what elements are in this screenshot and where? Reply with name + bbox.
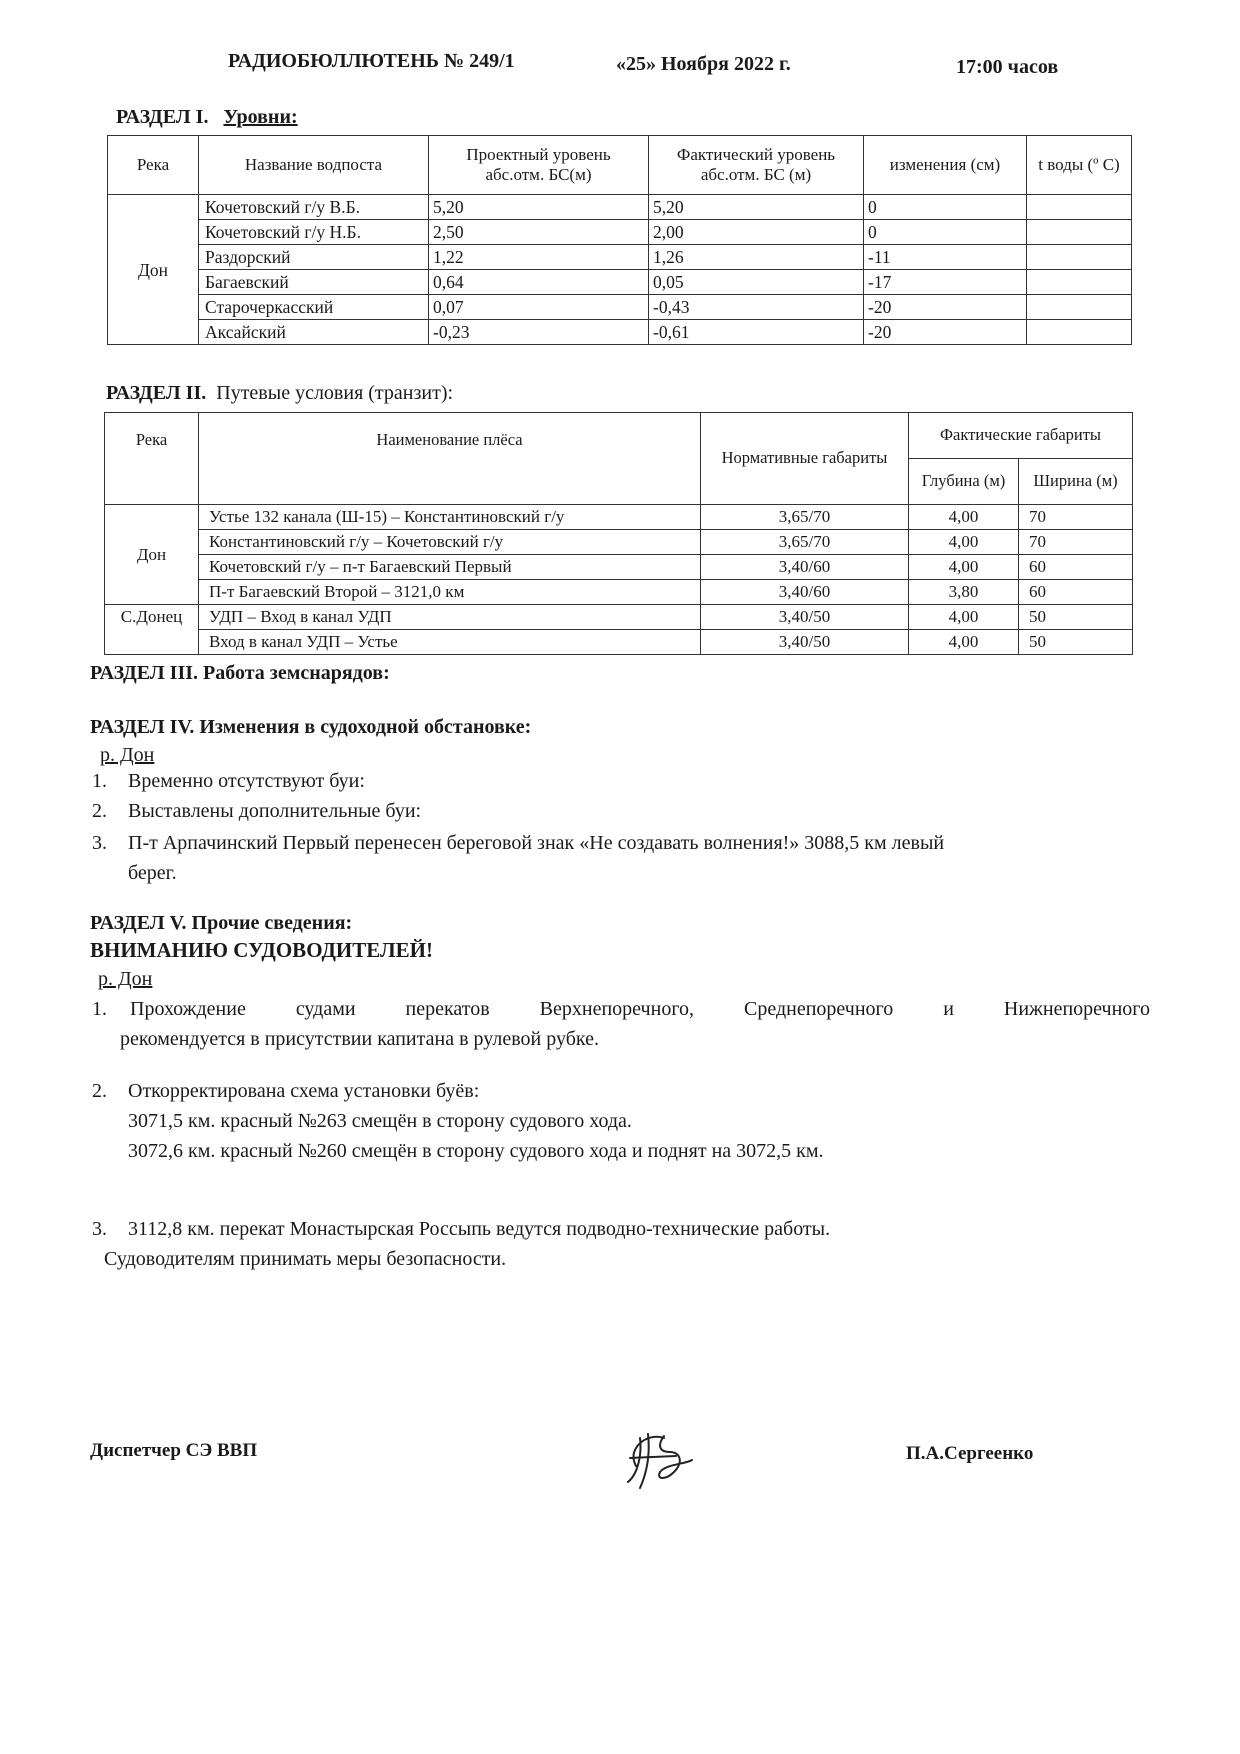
list-item-text: П-т Арпачинский Первый перенесен береговой знак «Не создавать волнения!» 3088,5 км левый	[128, 832, 945, 854]
col-header-river: Река	[105, 413, 199, 505]
depth-cell: 4,00	[909, 630, 1019, 655]
section2-number: РАЗДЕЛ II.	[106, 382, 207, 404]
depth-cell: 4,00	[909, 530, 1019, 555]
list-item-number: 2.	[92, 800, 107, 822]
section5-heading: РАЗДЕЛ V. Прочие сведения:	[90, 912, 353, 934]
bulletin-title: РАДИОБЮЛЛЮТЕНЬ № 249/1	[228, 50, 515, 72]
actual-level-cell: 2,00	[649, 220, 864, 245]
change-cell: 0	[864, 220, 1027, 245]
bulletin-date: «25» Ноября 2022 г.	[616, 53, 791, 75]
width-cell: 50	[1019, 630, 1133, 655]
depth-cell: 3,80	[909, 580, 1019, 605]
temp-cell	[1027, 320, 1132, 345]
table-row	[108, 245, 1132, 270]
col-header-post: Название водпоста	[199, 136, 429, 195]
col-header-reach-name: Наименование плёса	[199, 413, 701, 505]
levels-table	[107, 135, 1132, 345]
table-row	[108, 195, 1132, 220]
width-cell: 70	[1019, 530, 1133, 555]
col-header-project-level: Проектный уровень абс.отм. БС(м)	[429, 136, 649, 195]
list-item-number: 1.	[92, 770, 107, 792]
list-item-text-continued: 3071,5 км. красный №263 смещён в сторону судового хода.	[128, 1110, 632, 1132]
river-cell: Дон	[108, 195, 199, 345]
project-level-cell: 5,20	[429, 195, 649, 220]
section5-river: р. Дон	[98, 968, 153, 990]
list-item-number: 3.	[92, 832, 107, 854]
handwritten-signature-icon	[618, 1418, 708, 1498]
post-cell: Раздорский	[199, 245, 429, 270]
temp-cell	[1027, 195, 1132, 220]
list-item-number: 1.	[92, 998, 107, 1020]
section2-title: Путевые условия (транзит):	[216, 382, 454, 404]
reach-cell: П-т Багаевский Второй – 3121,0 км	[199, 580, 701, 605]
project-level-cell: 1,22	[429, 245, 649, 270]
post-cell: Кочетовский г/у Н.Б.	[199, 220, 429, 245]
reach-cell: Константиновский г/у – Кочетовский г/у	[199, 530, 701, 555]
col-header-change: изменения (см)	[864, 136, 1027, 195]
reach-cell: Устье 132 канала (Ш-15) – Константиновский г/у	[199, 505, 701, 530]
temp-cell	[1027, 295, 1132, 320]
table-row	[108, 295, 1132, 320]
list-item-text: Прохождение судами перекатов Верхнепоречного, Среднепоречного и Нижнепоречного	[130, 998, 1150, 1020]
section1-number: РАЗДЕЛ I.	[116, 106, 209, 128]
river-cell: С.Донец	[105, 605, 199, 655]
normative-cell: 3,65/70	[701, 505, 909, 530]
signatory-role: Диспетчер СЭ ВВП	[90, 1440, 258, 1461]
table-row	[105, 605, 1133, 630]
section4-river: р. Дон	[100, 744, 155, 766]
col-header-normative: Нормативные габариты	[701, 413, 909, 505]
temp-cell	[1027, 220, 1132, 245]
width-cell: 60	[1019, 555, 1133, 580]
table-row	[105, 505, 1133, 530]
project-level-cell: -0,23	[429, 320, 649, 345]
signatory-name: П.А.Сергеенко	[906, 1443, 1034, 1464]
project-level-cell: 0,64	[429, 270, 649, 295]
reach-cell: Вход в канал УДП – Устье	[199, 630, 701, 655]
attention-heading: ВНИМАНИЮ СУДОВОДИТЕЛЕЙ!	[90, 938, 433, 962]
list-item-number: 3.	[92, 1218, 107, 1240]
post-cell: Старочеркасский	[199, 295, 429, 320]
table-row	[105, 630, 1133, 655]
actual-level-cell: 5,20	[649, 195, 864, 220]
actual-level-cell: -0,43	[649, 295, 864, 320]
post-cell: Багаевский	[199, 270, 429, 295]
list-item-text-continued: 3072,6 км. красный №260 смещён в сторону судового хода и поднят на 3072,5 км.	[128, 1140, 824, 1162]
col-header-actual-level: Фактический уровень абс.отм. БС (м)	[649, 136, 864, 195]
width-cell: 60	[1019, 580, 1133, 605]
river-cell: Дон	[105, 505, 199, 605]
bulletin-time: 17:00 часов	[956, 56, 1059, 78]
list-item-text-continued: рекомендуется в присутствии капитана в рулевой рубке.	[120, 1028, 599, 1050]
actual-level-cell: 0,05	[649, 270, 864, 295]
col-header-water-temp: t воды (º C)	[1027, 136, 1132, 195]
width-cell: 50	[1019, 605, 1133, 630]
width-cell: 70	[1019, 505, 1133, 530]
reach-cell: Кочетовский г/у – п-т Багаевский Первый	[199, 555, 701, 580]
actual-level-cell: -0,61	[649, 320, 864, 345]
table-row	[105, 530, 1133, 555]
col-header-river: Река	[108, 136, 199, 195]
list-item-text: Откорректирована схема установки буёв:	[128, 1080, 480, 1102]
section3-heading: РАЗДЕЛ III. Работа земснарядов:	[90, 662, 390, 684]
list-item-text: Временно отсутствуют буи:	[128, 770, 365, 792]
list-item-text-continued: Судоводителям принимать меры безопасности.	[104, 1248, 507, 1270]
post-cell: Кочетовский г/у В.Б.	[199, 195, 429, 220]
normative-cell: 3,65/70	[701, 530, 909, 555]
section1-title: Уровни:	[223, 106, 298, 128]
section2-heading	[106, 382, 453, 405]
change-cell: -20	[864, 320, 1027, 345]
depth-cell: 4,00	[909, 605, 1019, 630]
list-item-text-continued: берег.	[128, 862, 177, 884]
col-header-width: Ширина (м)	[1019, 459, 1133, 505]
levels-header-row	[108, 136, 1132, 195]
depth-cell: 4,00	[909, 505, 1019, 530]
depth-cell: 4,00	[909, 555, 1019, 580]
temp-cell	[1027, 245, 1132, 270]
section4-heading: РАЗДЕЛ IV. Изменения в судоходной обстановке:	[90, 716, 532, 738]
normative-cell: 3,40/50	[701, 630, 909, 655]
project-level-cell: 2,50	[429, 220, 649, 245]
change-cell: 0	[864, 195, 1027, 220]
project-level-cell: 0,07	[429, 295, 649, 320]
route-conditions-table	[104, 412, 1133, 655]
post-cell: Аксайский	[199, 320, 429, 345]
change-cell: -20	[864, 295, 1027, 320]
change-cell: -11	[864, 245, 1027, 270]
temp-cell	[1027, 270, 1132, 295]
reach-cell: УДП – Вход в канал УДП	[199, 605, 701, 630]
route-header-row	[105, 413, 1133, 459]
list-item-text: Выставлены дополнительные буи:	[128, 800, 422, 822]
table-row	[105, 555, 1133, 580]
section1-heading	[116, 106, 298, 129]
table-row	[108, 320, 1132, 345]
list-item-number: 2.	[92, 1080, 107, 1102]
table-row	[108, 220, 1132, 245]
normative-cell: 3,40/50	[701, 605, 909, 630]
actual-level-cell: 1,26	[649, 245, 864, 270]
col-header-depth: Глубина (м)	[909, 459, 1019, 505]
normative-cell: 3,40/60	[701, 555, 909, 580]
change-cell: -17	[864, 270, 1027, 295]
col-header-actual: Фактические габариты	[909, 413, 1133, 459]
list-item-text: 3112,8 км. перекат Монастырская Россыпь ведутся подводно-технические работы.	[128, 1218, 831, 1240]
normative-cell: 3,40/60	[701, 580, 909, 605]
table-row	[105, 580, 1133, 605]
table-row	[108, 270, 1132, 295]
